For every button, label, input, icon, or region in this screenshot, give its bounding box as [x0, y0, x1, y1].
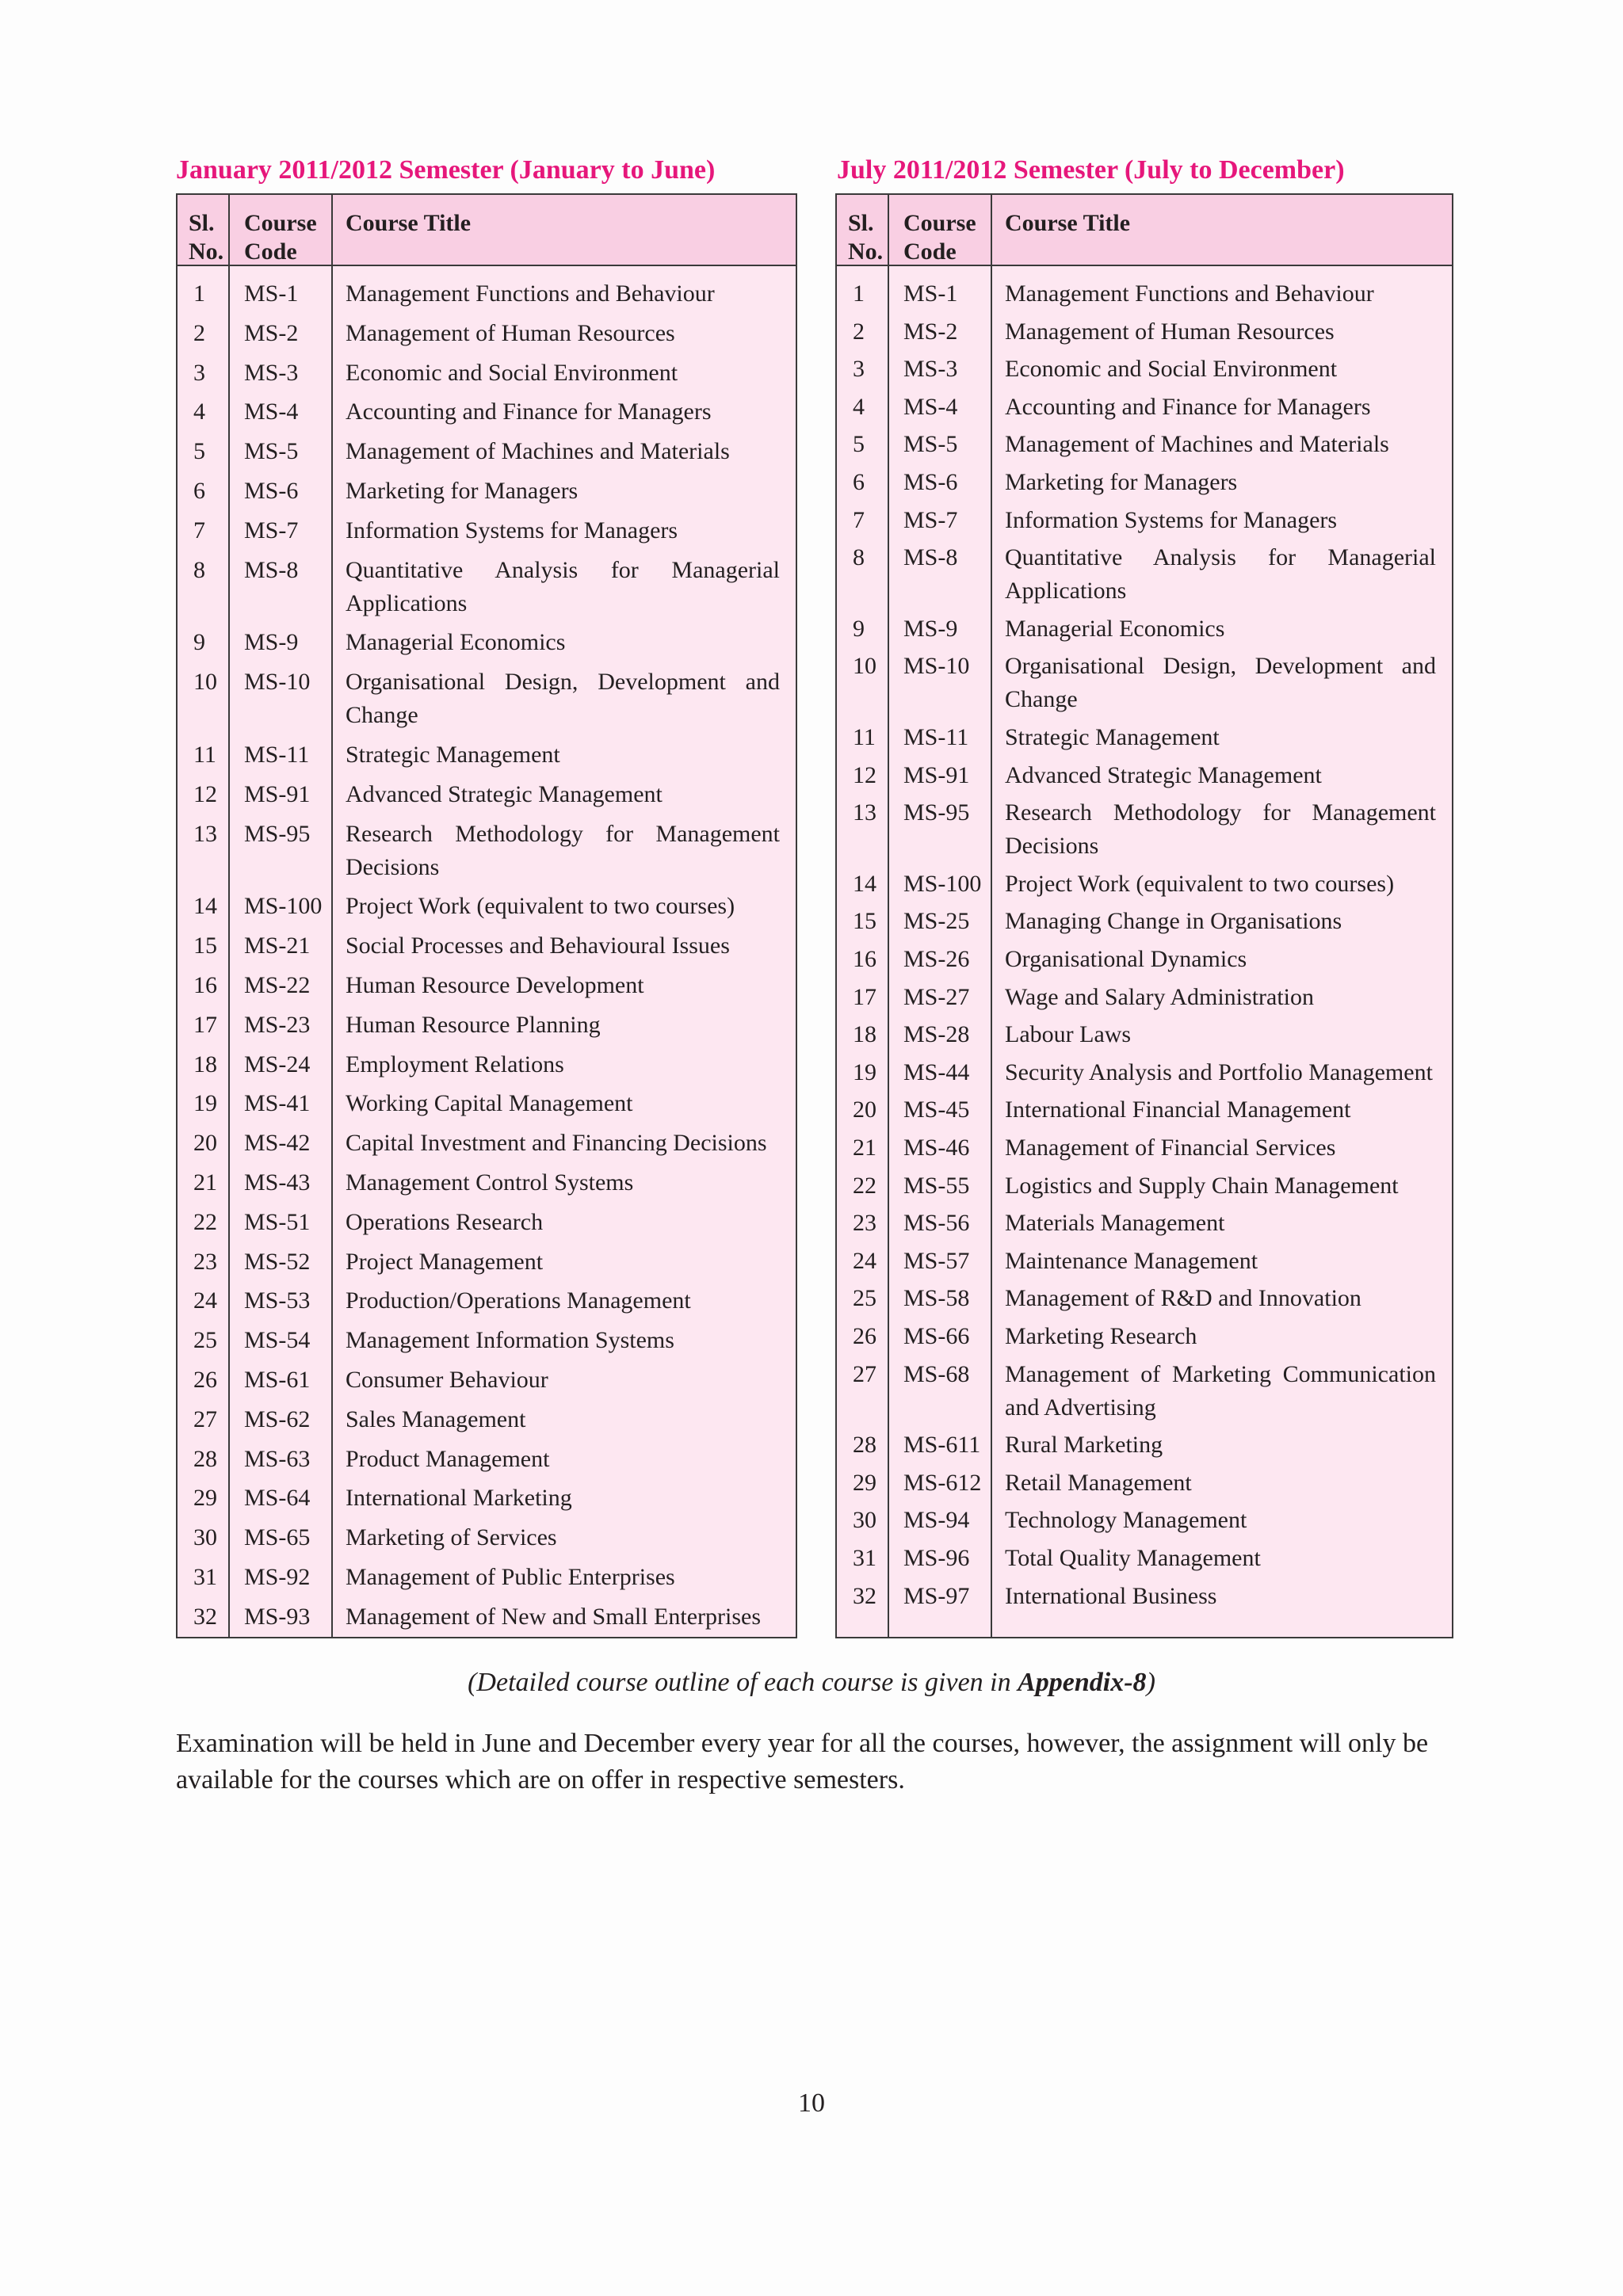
cell-course-code: MS-91	[244, 780, 311, 807]
cell-course-title: Economic and Social Environment	[346, 359, 678, 386]
page-number: 10	[798, 2088, 825, 2118]
examination-paragraph: Examination will be held in June and December every year for all the courses, however, the assignment will only be available for the courses which are on offer in respective semesters.	[176, 1729, 1429, 1794]
cell-course-title: Employment Relations	[346, 1051, 564, 1077]
cell-course-code: MS-45	[903, 1097, 970, 1123]
cell-course-title: Project Work (equivalent to two courses)	[1005, 870, 1395, 897]
cell-sl-no: 13	[193, 820, 217, 847]
cell-course-code: MS-5	[244, 438, 299, 465]
cell-course-title: Organisational Design, Development and Change	[1005, 653, 1436, 713]
cell-course-code: MS-26	[903, 946, 970, 972]
cell-course-code: MS-41	[244, 1090, 311, 1117]
header-course-code: Course Code	[903, 210, 976, 265]
cell-course-title: Research Methodology for Management Decisions	[346, 820, 780, 880]
cell-sl-no: 18	[193, 1051, 217, 1077]
header-course-title: Course Title	[346, 210, 472, 236]
cell-course-code: MS-56	[903, 1210, 970, 1237]
cell-course-title: Human Resource Development	[346, 972, 644, 998]
note-suffix: )	[1146, 1668, 1155, 1697]
cell-sl-no: 32	[193, 1603, 217, 1630]
cell-course-code: MS-66	[903, 1323, 970, 1349]
header-course-title: Course Title	[1005, 210, 1131, 236]
cell-course-code: MS-3	[903, 356, 958, 383]
cell-sl-no: 2	[853, 318, 865, 345]
cell-course-code: MS-11	[244, 742, 310, 768]
cell-sl-no: 25	[853, 1285, 876, 1312]
cell-sl-no: 6	[853, 469, 865, 495]
cell-course-code: MS-58	[903, 1285, 970, 1312]
cell-sl-no: 1	[193, 280, 205, 307]
cell-course-title: Security Analysis and Portfolio Management	[1005, 1058, 1433, 1085]
cell-sl-no: 8	[193, 556, 205, 583]
cell-sl-no: 20	[193, 1130, 217, 1157]
cell-course-code: MS-94	[903, 1507, 970, 1534]
table-body	[837, 266, 1452, 1637]
cell-course-code: MS-7	[903, 506, 958, 533]
cell-course-title: Management of Machines and Materials	[346, 438, 730, 465]
cell-course-title: Human Resource Planning	[346, 1011, 601, 1038]
cell-course-title: Management Functions and Behaviour	[1005, 280, 1374, 307]
cell-sl-no: 26	[853, 1323, 876, 1349]
cell-course-code: MS-21	[244, 933, 311, 959]
cell-course-title: Strategic Management	[1005, 724, 1220, 750]
cell-sl-no: 12	[853, 761, 876, 788]
cell-sl-no: 11	[193, 742, 216, 768]
cell-course-title: Management of Financial Services	[1005, 1135, 1336, 1161]
cell-sl-no: 30	[853, 1507, 876, 1534]
cell-course-title: Project Management	[346, 1248, 544, 1275]
cell-course-title: Quantitative Analysis for Managerial Applications	[1005, 544, 1436, 605]
cell-course-code: MS-24	[244, 1051, 311, 1077]
cell-sl-no: 15	[853, 908, 876, 935]
cell-course-code: MS-51	[244, 1208, 311, 1235]
cell-course-title: Management of R&D and Innovation	[1005, 1285, 1361, 1312]
cell-course-code: MS-54	[244, 1327, 311, 1354]
cell-course-code: MS-8	[244, 556, 299, 583]
cell-course-title: Retail Management	[1005, 1469, 1192, 1496]
cell-course-title: Management of New and Small Enterprises	[346, 1603, 762, 1630]
semester-title-january: January 2011/2012 Semester (January to June)	[176, 155, 716, 185]
cell-course-title: Management Information Systems	[346, 1327, 674, 1354]
cell-course-title: Wage and Salary Administration	[1005, 983, 1314, 1010]
cell-course-title: International Financial Management	[1005, 1097, 1351, 1123]
cell-course-code: MS-7	[244, 517, 299, 543]
cell-course-title: Strategic Management	[346, 742, 560, 768]
cell-course-title: Maintenance Management	[1005, 1247, 1258, 1274]
cell-sl-no: 16	[853, 946, 876, 972]
cell-course-title: Operations Research	[346, 1208, 544, 1235]
cell-course-code: MS-61	[244, 1367, 311, 1393]
cell-sl-no: 32	[853, 1582, 876, 1609]
cell-course-title: Managing Change in Organisations	[1005, 908, 1342, 935]
cell-course-code: MS-53	[244, 1287, 311, 1314]
cell-course-code: MS-612	[903, 1469, 982, 1496]
cell-course-code: MS-10	[903, 653, 970, 680]
cell-course-title: International Marketing	[346, 1485, 572, 1512]
table-header	[837, 195, 1452, 266]
cell-sl-no: 21	[193, 1169, 217, 1196]
cell-course-code: MS-62	[244, 1405, 311, 1432]
cell-sl-no: 1	[853, 280, 865, 307]
cell-course-title: Information Systems for Managers	[346, 517, 678, 543]
cell-course-title: Economic and Social Environment	[1005, 356, 1338, 383]
cell-sl-no: 14	[193, 893, 217, 920]
cell-sl-no: 31	[193, 1564, 217, 1590]
cell-sl-no: 27	[853, 1360, 876, 1387]
cell-course-title: Accounting and Finance for Managers	[1005, 393, 1371, 420]
cell-course-title: Logistics and Supply Chain Management	[1005, 1172, 1399, 1199]
header-sl-no: Sl. No.	[848, 210, 884, 265]
cell-course-code: MS-6	[903, 469, 958, 495]
cell-course-code: MS-8	[903, 544, 958, 571]
cell-sl-no: 24	[193, 1287, 217, 1314]
table-body	[178, 266, 796, 1637]
cell-course-code: MS-11	[903, 724, 969, 750]
cell-sl-no: 29	[853, 1469, 876, 1496]
cell-course-code: MS-10	[244, 669, 311, 696]
cell-sl-no: 30	[193, 1524, 217, 1551]
cell-course-title: Marketing for Managers	[346, 478, 579, 504]
cell-course-code: MS-4	[244, 399, 299, 425]
cell-course-title: Working Capital Management	[346, 1090, 633, 1117]
cell-sl-no: 21	[853, 1135, 876, 1161]
cell-course-title: Management of Marketing Communication and Advertising	[1005, 1360, 1436, 1421]
cell-sl-no: 28	[853, 1432, 876, 1459]
cell-course-code: MS-52	[244, 1248, 311, 1275]
cell-sl-no: 17	[853, 983, 876, 1010]
cell-course-title: Accounting and Finance for Managers	[346, 399, 712, 425]
cell-course-title: Quantitative Analysis for Managerial Applications	[346, 556, 780, 616]
cell-sl-no: 3	[853, 356, 865, 383]
cell-sl-no: 19	[853, 1058, 876, 1085]
cell-course-code: MS-9	[244, 629, 299, 656]
cell-sl-no: 24	[853, 1247, 876, 1274]
cell-course-code: MS-96	[903, 1545, 970, 1571]
cell-sl-no: 2	[193, 319, 205, 346]
cell-course-title: Advanced Strategic Management	[346, 780, 663, 807]
cell-sl-no: 18	[853, 1021, 876, 1048]
cell-sl-no: 23	[193, 1248, 217, 1275]
cell-course-title: Managerial Economics	[1005, 615, 1225, 642]
cell-course-title: Management of Human Resources	[1005, 318, 1335, 345]
cell-sl-no: 9	[853, 615, 865, 642]
cell-course-title: Management of Human Resources	[346, 319, 675, 346]
cell-sl-no: 3	[193, 359, 205, 386]
cell-sl-no: 10	[193, 669, 217, 696]
cell-course-code: MS-64	[244, 1485, 311, 1512]
cell-sl-no: 5	[193, 438, 205, 465]
cell-course-code: MS-92	[244, 1564, 311, 1590]
cell-course-title: Management of Public Enterprises	[346, 1564, 675, 1590]
cell-course-title: Marketing of Services	[346, 1524, 557, 1551]
cell-course-code: MS-55	[903, 1172, 970, 1199]
cell-course-code: MS-1	[244, 280, 299, 307]
cell-sl-no: 20	[853, 1097, 876, 1123]
cell-sl-no: 27	[193, 1405, 217, 1432]
cell-course-title: Social Processes and Behavioural Issues	[346, 933, 730, 959]
cell-course-title: Rural Marketing	[1005, 1432, 1163, 1459]
table-header	[178, 195, 796, 266]
cell-course-title: Marketing for Managers	[1005, 469, 1238, 495]
cell-course-code: MS-63	[244, 1445, 311, 1472]
cell-sl-no: 17	[193, 1011, 217, 1038]
cell-sl-no: 19	[193, 1090, 217, 1117]
cell-course-code: MS-95	[244, 820, 311, 847]
cell-course-code: MS-68	[903, 1360, 970, 1387]
cell-sl-no: 28	[193, 1445, 217, 1472]
header-sl-no: Sl. No.	[189, 210, 224, 265]
cell-course-code: MS-28	[903, 1021, 970, 1048]
course-table-january	[176, 193, 797, 1638]
course-table-july	[835, 193, 1453, 1638]
cell-course-title: Information Systems for Managers	[1005, 506, 1338, 533]
semester-title-july: July 2011/2012 Semester (July to December)	[837, 155, 1345, 185]
cell-sl-no: 31	[853, 1545, 876, 1571]
cell-course-title: Sales Management	[346, 1405, 526, 1432]
cell-course-code: MS-1	[903, 280, 958, 307]
cell-course-code: MS-4	[903, 393, 958, 420]
cell-course-title: Management of Machines and Materials	[1005, 431, 1389, 458]
cell-sl-no: 8	[853, 544, 865, 571]
cell-course-title: Labour Laws	[1005, 1021, 1132, 1048]
cell-sl-no: 7	[193, 517, 205, 543]
cell-sl-no: 4	[193, 399, 205, 425]
appendix-note	[0, 1668, 1623, 1698]
cell-course-title: Technology Management	[1005, 1507, 1247, 1534]
cell-course-title: Organisational Dynamics	[1005, 946, 1247, 972]
cell-sl-no: 26	[193, 1367, 217, 1393]
cell-course-code: MS-6	[244, 478, 299, 504]
cell-course-title: International Business	[1005, 1582, 1217, 1609]
cell-course-title: Organisational Design, Development and Change	[346, 669, 780, 729]
cell-course-code: MS-65	[244, 1524, 311, 1551]
cell-course-code: MS-93	[244, 1603, 311, 1630]
cell-course-title: Advanced Strategic Management	[1005, 761, 1322, 788]
cell-course-code: MS-23	[244, 1011, 311, 1038]
cell-sl-no: 7	[853, 506, 865, 533]
cell-sl-no: 10	[853, 653, 876, 680]
cell-sl-no: 25	[193, 1327, 217, 1354]
cell-sl-no: 22	[853, 1172, 876, 1199]
cell-course-title: Management Functions and Behaviour	[346, 280, 715, 307]
cell-course-code: MS-2	[244, 319, 299, 346]
cell-sl-no: 13	[853, 799, 876, 826]
cell-course-title: Product Management	[346, 1445, 550, 1472]
cell-course-title: Research Methodology for Management Decisions	[1005, 799, 1436, 860]
cell-sl-no: 22	[193, 1208, 217, 1235]
note-prefix: (Detailed course outline of each course is given in	[468, 1668, 1018, 1697]
cell-sl-no: 5	[853, 431, 865, 458]
cell-course-code: MS-57	[903, 1247, 970, 1274]
cell-sl-no: 6	[193, 478, 205, 504]
cell-course-code: MS-44	[903, 1058, 970, 1085]
cell-course-title: Capital Investment and Financing Decisions	[346, 1130, 767, 1157]
cell-course-code: MS-42	[244, 1130, 311, 1157]
cell-course-code: MS-22	[244, 972, 311, 998]
cell-course-title: Managerial Economics	[346, 629, 566, 656]
cell-course-code: MS-3	[244, 359, 299, 386]
cell-course-title: Project Work (equivalent to two courses)	[346, 893, 735, 920]
cell-course-code: MS-97	[903, 1582, 970, 1609]
cell-course-code: MS-91	[903, 761, 970, 788]
note-appendix-ref: Appendix-8	[1018, 1668, 1147, 1697]
header-course-code: Course Code	[244, 210, 317, 265]
cell-course-title: Materials Management	[1005, 1210, 1225, 1237]
cell-course-code: MS-9	[903, 615, 958, 642]
cell-course-title: Production/Operations Management	[346, 1287, 691, 1314]
cell-course-code: MS-2	[903, 318, 958, 345]
cell-course-code: MS-43	[244, 1169, 311, 1196]
cell-course-code: MS-100	[903, 870, 982, 897]
cell-course-title: Consumer Behaviour	[346, 1367, 548, 1393]
cell-course-code: MS-95	[903, 799, 970, 826]
cell-course-code: MS-611	[903, 1432, 981, 1459]
cell-sl-no: 15	[193, 933, 217, 959]
cell-sl-no: 4	[853, 393, 865, 420]
cell-course-title: Total Quality Management	[1005, 1545, 1261, 1571]
cell-course-code: MS-25	[903, 908, 970, 935]
cell-sl-no: 16	[193, 972, 217, 998]
cell-sl-no: 29	[193, 1485, 217, 1512]
cell-sl-no: 23	[853, 1210, 876, 1237]
cell-sl-no: 9	[193, 629, 205, 656]
cell-course-title: Management Control Systems	[346, 1169, 634, 1196]
cell-course-code: MS-5	[903, 431, 958, 458]
cell-course-code: MS-100	[244, 893, 323, 920]
cell-sl-no: 12	[193, 780, 217, 807]
cell-course-code: MS-27	[903, 983, 970, 1010]
cell-course-title: Marketing Research	[1005, 1323, 1197, 1349]
cell-course-code: MS-46	[903, 1135, 970, 1161]
cell-sl-no: 14	[853, 870, 876, 897]
cell-sl-no: 11	[853, 724, 876, 750]
